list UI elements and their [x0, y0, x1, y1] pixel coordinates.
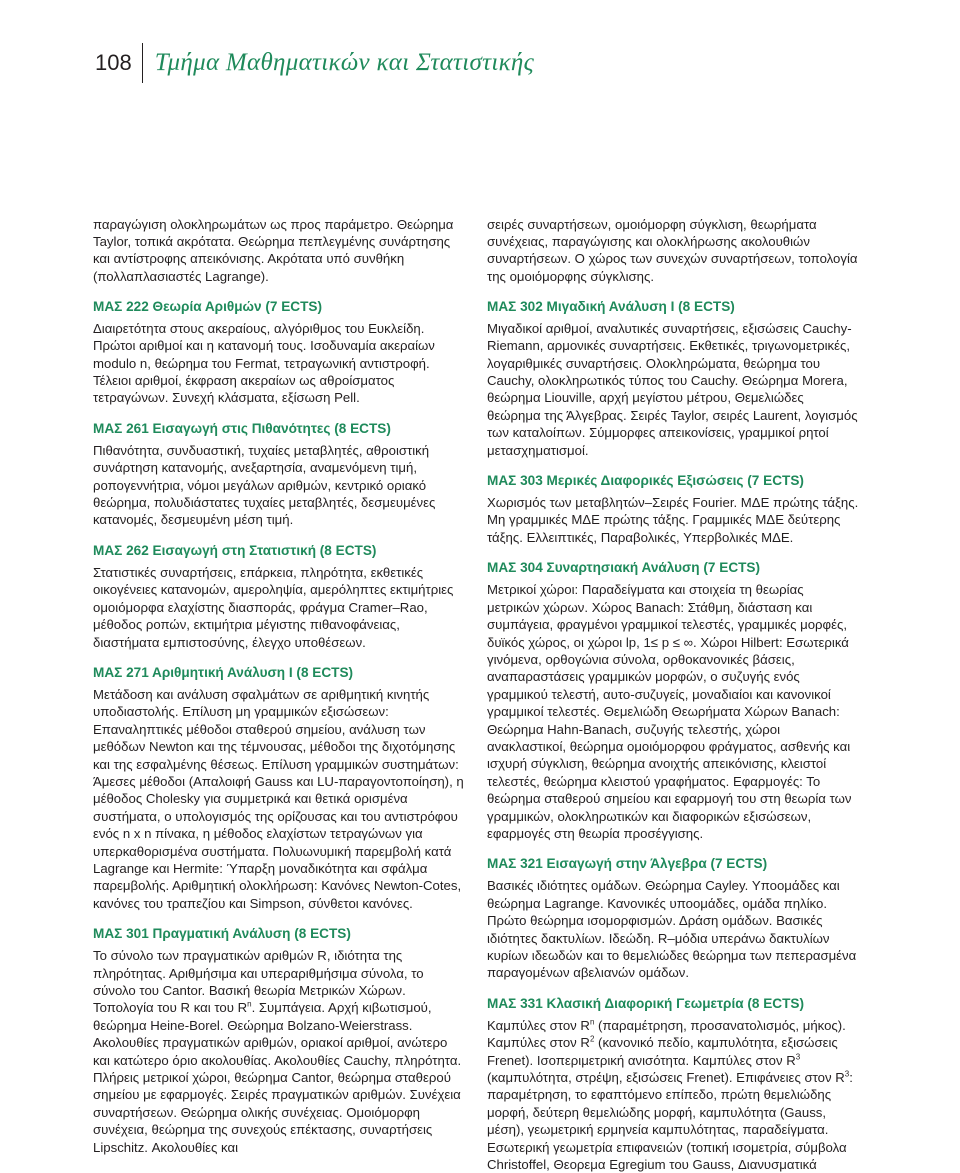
course-description: Μετρικοί χώροι: Παραδείγματα και στοιχεία τη θεωρίας μετρικών χώρων. Χώρος Banach: Στάθμη, διάσταση και συμπάγεια, φραγμένοι γραμμικοί τελεστές, γραμμικές μορφές, δυϊκός χώρος, οι χώροι lp, 1≤ p ≤ ∞. Χώροι Hilbert: Εσωτερικά γινόμενα, ορθογώνια σύνολα, ορθοκανονικές βάσεις, αναπαραστάσεις γραμμικών μορφών, ο συζυγής ενός γραμμικού τελεστή, αυτο-συζυγείς, μοναδιαίοι και κανονικοί γραμμικοί τελεστές. Θεμελιώδη Θεωρήματα Χώρων Banach: Θεώρημα Hahn-Banach, συζυγής τελεστής, χώροι ανακλαστικοί, θεώρημα ομοιόμορφου φράγματος, ασθενής και ισχυρή σύγκλιση, θεώρημα ανοιχτής απεικόνισης, κλειστοί τελεστές, θεώρημα κλειστού γραφήματος. Εφαρμογές: Το θεώρημα σταθερού σημείου και εφαρμογή του στη θεωρία των γραμμικών, ολοκληρωτικών και διαφορικών εξισώσεων, εφαρμογές στη θεωρία προσέγγισης. [487, 582, 852, 841]
course-description: Στατιστικές συναρτήσεις, επάρκεια, πληρότητα, εκθετικές οικογένειες κατανομών, αμεροληψία, αμερόληπτες εκτιμήτριες ομοιόμορφα ελαχίστης διασποράς, φράγμα Cramer–Rao, μέθοδος ροπών, εκτιμήτρια μέγιστης πιθανοφάνειας, διαστήματα εμπιστοσύνης, έλεγχο υποθέσεων. [93, 564, 454, 650]
course-description [487, 1017, 859, 1173]
description-text: Καμπύλες στον R [487, 1017, 590, 1033]
course-block [93, 542, 465, 651]
course-description: Μιγαδικοί αριθμοί, αναλυτικές συναρτήσεις, εξισώσεις Cauchy-Riemann, αρμονικές συναρτήσεις. Εκθετικές, τριγωνομετρικές, λογαριθμικές συναρτήσεις. Ολοκληρώματα, θεώρημα του Cauchy, ολοκληρωτικός τύπος του Cauchy. Θεώρημα Morera, θεώρημα Liouville, αρχή μεγίστου μέτρου, Θεμελιώδες θεώρημα της Άλγεβρας. Σειρές Taylor, σειρές Laurent, λογισμός των καταλοίπων. Σύμμορφες απεικονίσεις, γραμμικοί ρητοί μετασχηματισμοί. [487, 320, 858, 458]
course-title: ΜΑΣ 331 Κλασική Διαφορική Γεωμετρία (8 ECTS) [487, 995, 805, 1011]
course-title: ΜΑΣ 303 Μερικές Διαφορικές Εξισώσεις (7 ECTS) [487, 473, 804, 489]
continued-text: σειρές συναρτήσεων, ομοιόμορφη σύγκλιση, θεωρήματα συνέχειας, παραγώγισης και ολοκλήρωσης ακολουθιών συναρτήσεων. Ο χώρος των συνεχών συναρτήσεων, τοπολογία της ομοιόμορφης σύγκλισης. [487, 217, 858, 284]
superscript: 3 [795, 1052, 801, 1062]
superscript: n [589, 1017, 595, 1027]
description-text: . Συμπάγεια. Αρχή κιβωτισμού, θεώρημα Heine-Borel. Θεώρημα Bolzano-Weierstrass. Ακολουθίες πραγματικών αριθμών, οριακοί αριθμοί, ανώτερο και κατώτερο όριο ακολουθίας. Ακολουθίες Cauchy, πληρότητα. Πλήρεις μετρικοί χώροι, θεώρημα Cantor, θεώρημα σταθερού σημείου με εφαρμογές. Σειρές πραγματικών αριθμών. Συνέχεια συναρτήσεων. Θεώρημα ολικής συνέχειας. Ομοιόμορφη συνέχεια, θεώρημα της συνεχούς επέκτασης, συναρτήσεις Lipschitz. Ακολουθίες και [93, 1000, 462, 1155]
course-description: Χωρισμός των μεταβλητών–Σειρές Fourier. ΜΔΕ πρώτης τάξης. Μη γραμμικές ΜΔΕ πρώτης τάξης. Γραμμικές ΜΔΕ δεύτερης τάξης. Ελλειπτικές, Παραβολικές, Υπερβολικές ΜΔΕ. [487, 495, 859, 545]
description-text: Το σύνολο των πραγματικών αριθμών R, ιδιότητα της πληρότητας. Αριθμήσιμα και υπεραριθμήσιμα σύνολα, το σύνολο του Cantor. Βασική θεωρία Μετρικών Χώρων. Τοπολογία του R και του R [93, 948, 424, 1016]
course-block [487, 298, 859, 459]
course-block [93, 420, 465, 529]
course-block [93, 298, 465, 407]
course-title: ΜΑΣ 261 Εισαγωγή στις Πιθανότητες (8 ECTS) [93, 420, 391, 436]
course-title: ΜΑΣ 271 Αριθμητική Ανάλυση Ι (8 ECTS) [93, 664, 354, 680]
course-block [487, 472, 859, 546]
description-text: : παραμέτρηση, το εφαπτόμενο επίπεδο, πρώτη θεμελιώδης μορφή, δεύτερη θεμελιώδης μορφή, καμπυλότητα (Gauss, μέση), γεωμετρική ερμηνεία καμπυλότητας, παραδείγματα. Εσωτερική γεωμετρία επιφανειών (τοπική ισομετρία, σύμβολα Christoffel, Θεορεμα Egregium του Gauss, Διανυσματικά [487, 1070, 853, 1173]
description-text: (παραμέτρηση, προσανατολισμός, μήκος). Καμπύλες στον R [487, 1017, 846, 1051]
course-description: Μετάδοση και ανάλυση σφαλμάτων σε αριθμητική κινητής υποδιαστολής. Επίλυση μη γραμμικών εξισώσεων: Επαναληπτικές μέθοδοι σταθερού σημείου, ανάλυση των μεθόδων Newton και της τέμνουσας, μέθοδοι της διχοτόμησης και της εσφαλμένης θέσεως. Επίλυση γραμμικών συστημάτων: Άμεσες μέθοδοι (Απαλοιφή Gauss και LU-παραγοντοποίηση), η μέθοδος Cholesky για συμμετρικά και θετικά ορισμένα συστήματα, ο υπολογισμός της ορίζουσας και του αντιστρόφου ενός n x n πίνακα, η μέθοδος ελαχίστων τετραγώνων για υπερκαθορισμένα συστήματα. Πολυωνυμική παρεμβολή κατά Lagrange και Hermite: Ύπαρξη μοναδικότητα και σφάλμα παρεμβολής. Αριθμητική ολοκλήρωση: Κανόνες Newton-Cotes, κανόνες του τραπεζίου και Simpson, σύνθετοι κανόνες. [93, 686, 464, 911]
course-title: ΜΑΣ 304 Συναρτησιακή Ανάλυση (7 ECTS) [487, 560, 761, 576]
course-block [93, 664, 465, 912]
course-block [487, 995, 859, 1173]
course-title: ΜΑΣ 302 Μιγαδική Ανάλυση Ι (8 ECTS) [487, 298, 735, 314]
continued-text: παραγώγιση ολοκληρωμάτων ως προς παράμετρο. Θεώρημα Taylor, τοπικά ακρότατα. Θεώρημα πεπλεγμένης συνάρτησης και αντίστροφης απεικόνισης. Ακρότατα υπό συνθήκη (πολλαπλασιαστές Lagrange). [93, 217, 454, 284]
section-title: Τμήμα Μαθηματικών και Στατιστικής [154, 49, 535, 76]
course-description: Διαιρετότητα στους ακεραίους, αλγόριθμος του Ευκλείδη. Πρώτοι αριθμοί και η κατανομή τους. Ισοδυναμία ακεραίων modulo n, θεώρημα του Fermat, τετραγωνική αντιστροφή. Τέλειοι αριθμοί, έκφραση ακεραίων ως αθροίσματος τετραγώνων. Συνεχή κλάσματα, εξίσωση Pell. [93, 320, 435, 406]
course-title: ΜΑΣ 301 Πραγματική Ανάλυση (8 ECTS) [93, 926, 351, 942]
course-description [93, 947, 465, 1156]
course-block [487, 559, 859, 842]
course-description: Βασικές ιδιότητες ομάδων. Θεώρημα Cayley. Υποομάδες και θεώρημα Lagrange. Κανονικές υποομάδες, ομάδα πηλίκο. Πρώτο θεώρημα ισομορφισμών. Δράση ομάδων. Βασικές ιδιότητες δακτυλίων. Ιδεώδη. R–μόδια υπεράνω δακτυλίων κυρίων ιδεωδών και το θεμελιώδες θεώρημα των πεπερασμένα παραγομένων αβελιανών ομάδων. [487, 878, 857, 981]
description-text: (καμπυλότητα, στρέψη, εξισώσεις Frenet). Επιφάνειες στον R [487, 1070, 845, 1086]
course-title: ΜΑΣ 321 Εισαγωγή στην Άλγεβρα (7 ECTS) [487, 856, 768, 872]
superscript: n [247, 1000, 252, 1010]
course-block [487, 855, 859, 981]
description-text: (κανονικό πεδίο, καμπυλότητα, εξισώσεις Frenet). Ισοπεριμετρική ανισότητα. Καμπύλες στον R [487, 1035, 838, 1068]
course-title: ΜΑΣ 222 Θεωρία Αριθμών (7 ECTS) [93, 298, 322, 314]
page-header [95, 42, 534, 84]
course-title: ΜΑΣ 262 Εισαγωγή στη Στατιστική (8 ECTS) [93, 542, 377, 558]
left-column [93, 216, 465, 1156]
course-block [93, 925, 465, 1156]
superscript: 2 [589, 1034, 595, 1044]
right-column [487, 216, 859, 1173]
superscript: 3 [844, 1069, 850, 1079]
course-description: Πιθανότητα, συνδυαστική, τυχαίες μεταβλητές, αθροιστική συνάρτηση κατανομής, ανεξαρτησία, αναμενόμενη τιμή, ροπογεννήτρια, νόμοι μεγάλων αριθμών, κεντρικό οριακό θεώρημα, πολυδιάστατες τυχαίες μεταβλητές, δεσμευμένες κατανομές, δεσμευμένη μέση τιμή. [93, 442, 436, 528]
page-number: 108 [95, 50, 132, 75]
